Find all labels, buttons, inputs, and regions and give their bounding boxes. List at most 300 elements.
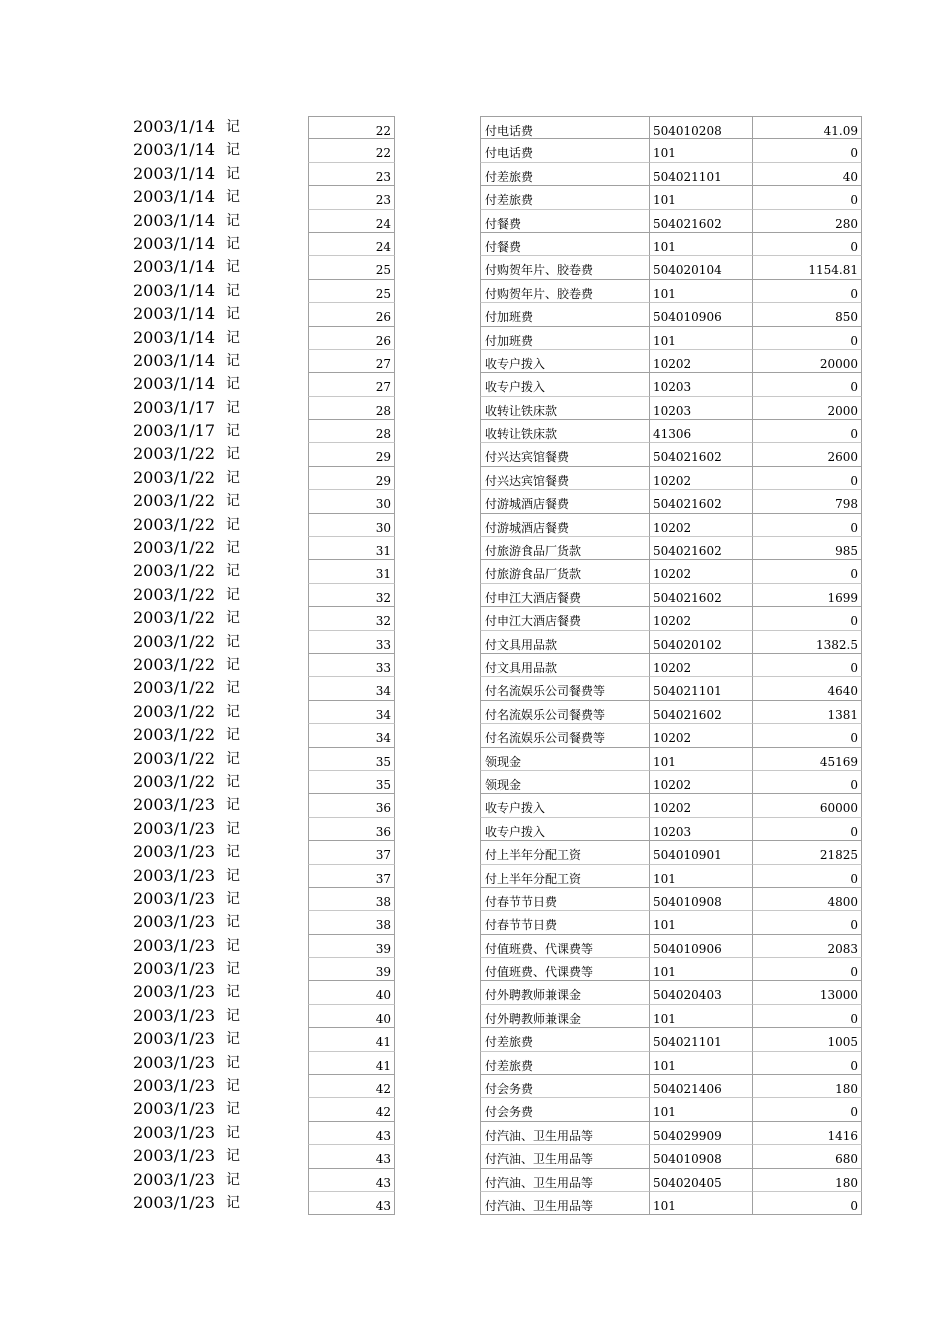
voucher-mark: 记	[226, 656, 240, 673]
entry-date: 2003/1/22	[133, 514, 216, 534]
voucher-number: 43	[308, 1169, 395, 1192]
account-code: 101	[649, 748, 752, 771]
amount: 0	[752, 1098, 862, 1121]
amount: 0	[752, 724, 862, 747]
voucher-number: 34	[308, 677, 395, 700]
summary-description: 付名流娱乐公司餐费等	[480, 724, 649, 747]
voucher-mark: 记	[226, 329, 240, 346]
amount: 0	[752, 865, 862, 888]
amount: 0	[752, 420, 862, 443]
voucher-mark: 记	[226, 119, 240, 135]
amount: 0	[752, 607, 862, 630]
account-code: 41306	[649, 420, 752, 443]
voucher-mark: 记	[226, 1101, 240, 1118]
account-code: 504020403	[649, 981, 752, 1004]
voucher-mark: 记	[226, 1078, 240, 1095]
voucher-mark: 记	[226, 1054, 240, 1071]
entry-date: 2003/1/14	[133, 280, 216, 300]
voucher-mark: 记	[226, 235, 240, 252]
voucher-mark: 记	[226, 423, 240, 440]
summary-description: 付兴达宾馆餐费	[480, 443, 649, 466]
amount: 0	[752, 1192, 862, 1215]
account-code: 101	[649, 865, 752, 888]
ledger-row	[0, 631, 950, 654]
voucher-mark: 记	[226, 680, 240, 697]
amount: 2600	[752, 443, 862, 466]
voucher-mark: 记	[226, 1148, 240, 1165]
voucher-mark: 记	[226, 1031, 240, 1048]
amount: 60000	[752, 794, 862, 817]
voucher-mark: 记	[226, 376, 240, 393]
entry-date: 2003/1/23	[133, 935, 216, 955]
entry-date: 2003/1/23	[133, 795, 216, 815]
account-code: 10202	[649, 467, 752, 490]
summary-description: 付差旅费	[480, 186, 649, 209]
voucher-number: 23	[308, 163, 395, 186]
entry-date: 2003/1/14	[133, 210, 216, 230]
voucher-mark: 记	[226, 844, 240, 861]
account-code: 504021406	[649, 1075, 752, 1098]
voucher-number: 29	[308, 467, 395, 490]
entry-date: 2003/1/22	[133, 444, 216, 464]
ledger-row	[0, 327, 950, 350]
amount: 180	[752, 1169, 862, 1192]
voucher-mark: 记	[226, 797, 240, 814]
voucher-mark: 记	[226, 516, 240, 533]
entry-date: 2003/1/14	[133, 187, 216, 207]
voucher-mark: 记	[226, 540, 240, 557]
summary-description: 付值班费、代课费等	[480, 958, 649, 981]
summary-description: 收专户拨入	[480, 350, 649, 373]
amount: 180	[752, 1075, 862, 1098]
account-code: 10202	[649, 350, 752, 373]
ledger-row	[0, 467, 950, 490]
summary-description: 付春节节日费	[480, 888, 649, 911]
account-code: 504021101	[649, 163, 752, 186]
entry-date: 2003/1/23	[133, 1099, 216, 1119]
account-code: 504021101	[649, 677, 752, 700]
ledger-row	[0, 186, 950, 209]
entry-date: 2003/1/22	[133, 725, 216, 745]
ledger-row	[0, 350, 950, 373]
summary-description: 付旅游食品厂货款	[480, 537, 649, 560]
ledger-row	[0, 1098, 950, 1121]
amount: 680	[752, 1145, 862, 1168]
amount: 0	[752, 1005, 862, 1028]
voucher-number: 29	[308, 443, 395, 466]
entry-date: 2003/1/23	[133, 1005, 216, 1025]
voucher-number: 36	[308, 794, 395, 817]
voucher-mark: 记	[226, 703, 240, 720]
ledger-row	[0, 420, 950, 443]
voucher-mark: 记	[226, 259, 240, 276]
entry-date: 2003/1/14	[133, 140, 216, 160]
account-code: 504029909	[649, 1122, 752, 1145]
entry-date: 2003/1/23	[133, 1146, 216, 1166]
entry-date: 2003/1/17	[133, 397, 216, 417]
amount: 13000	[752, 981, 862, 1004]
ledger-row	[0, 911, 950, 934]
summary-description: 付外聘教师兼课金	[480, 1005, 649, 1028]
account-code: 101	[649, 186, 752, 209]
entry-date: 2003/1/23	[133, 1052, 216, 1072]
account-code: 101	[649, 327, 752, 350]
voucher-mark: 记	[226, 446, 240, 463]
account-code: 504021602	[649, 537, 752, 560]
account-code: 101	[649, 1052, 752, 1075]
ledger-row	[0, 1028, 950, 1051]
summary-description: 付春节节日费	[480, 911, 649, 934]
ledger-row	[0, 233, 950, 256]
summary-description: 收转让铁床款	[480, 397, 649, 420]
amount: 0	[752, 560, 862, 583]
voucher-number: 35	[308, 748, 395, 771]
voucher-mark: 记	[226, 212, 240, 229]
voucher-mark: 记	[226, 1007, 240, 1024]
voucher-mark: 记	[226, 937, 240, 954]
summary-description: 付购贺年片、胶卷费	[480, 280, 649, 303]
voucher-mark: 记	[226, 633, 240, 650]
voucher-mark: 记	[226, 773, 240, 790]
voucher-number: 33	[308, 631, 395, 654]
voucher-number: 32	[308, 584, 395, 607]
amount: 0	[752, 958, 862, 981]
entry-date: 2003/1/23	[133, 912, 216, 932]
entry-date: 2003/1/22	[133, 538, 216, 558]
ledger-row	[0, 771, 950, 794]
voucher-mark: 记	[226, 563, 240, 580]
entry-date: 2003/1/14	[133, 304, 216, 324]
summary-description: 付会务费	[480, 1098, 649, 1121]
summary-description: 收专户拨入	[480, 818, 649, 841]
account-code: 504021101	[649, 1028, 752, 1051]
entry-date: 2003/1/14	[133, 350, 216, 370]
voucher-number: 36	[308, 818, 395, 841]
account-code: 101	[649, 1005, 752, 1028]
voucher-number: 22	[308, 116, 395, 139]
amount: 1416	[752, 1122, 862, 1145]
account-code: 101	[649, 1098, 752, 1121]
amount: 0	[752, 514, 862, 537]
voucher-number: 26	[308, 303, 395, 326]
amount: 1154.81	[752, 256, 862, 279]
summary-description: 收专户拨入	[480, 373, 649, 396]
voucher-number: 28	[308, 420, 395, 443]
entry-date: 2003/1/23	[133, 865, 216, 885]
summary-description: 收转让铁床款	[480, 420, 649, 443]
account-code: 504010908	[649, 888, 752, 911]
entry-date: 2003/1/22	[133, 771, 216, 791]
voucher-mark: 记	[226, 1194, 240, 1211]
voucher-number: 37	[308, 841, 395, 864]
ledger-row	[0, 865, 950, 888]
account-code: 101	[649, 1192, 752, 1215]
amount: 4640	[752, 677, 862, 700]
voucher-number: 38	[308, 911, 395, 934]
account-code: 10202	[649, 654, 752, 677]
entry-date: 2003/1/14	[133, 257, 216, 277]
voucher-mark: 记	[226, 142, 240, 159]
amount: 0	[752, 467, 862, 490]
summary-description: 付电话费	[480, 139, 649, 162]
amount: 0	[752, 139, 862, 162]
voucher-number: 31	[308, 560, 395, 583]
ledger-row	[0, 373, 950, 396]
entry-date: 2003/1/22	[133, 608, 216, 628]
account-code: 504010208	[649, 116, 752, 139]
amount: 4800	[752, 888, 862, 911]
voucher-mark: 记	[226, 282, 240, 299]
account-code: 504010901	[649, 841, 752, 864]
account-code: 504020405	[649, 1169, 752, 1192]
voucher-mark: 记	[226, 165, 240, 182]
entry-date: 2003/1/22	[133, 584, 216, 604]
summary-description: 付购贺年片、胶卷费	[480, 256, 649, 279]
summary-description: 付汽油、卫生用品等	[480, 1122, 649, 1145]
account-code: 504010908	[649, 1145, 752, 1168]
account-code: 504020102	[649, 631, 752, 654]
voucher-number: 33	[308, 654, 395, 677]
ledger-row	[0, 280, 950, 303]
summary-description: 付值班费、代课费等	[480, 935, 649, 958]
ledger-row	[0, 794, 950, 817]
voucher-number: 42	[308, 1075, 395, 1098]
account-code: 101	[649, 139, 752, 162]
voucher-mark: 记	[226, 984, 240, 1001]
voucher-number: 39	[308, 935, 395, 958]
ledger-row	[0, 163, 950, 186]
voucher-number: 22	[308, 139, 395, 162]
ledger-row	[0, 303, 950, 326]
account-code: 504010906	[649, 303, 752, 326]
ledger-row	[0, 1005, 950, 1028]
voucher-mark: 记	[226, 469, 240, 486]
ledger-row	[0, 748, 950, 771]
voucher-number: 30	[308, 490, 395, 513]
ledger-row	[0, 888, 950, 911]
entry-date: 2003/1/23	[133, 1122, 216, 1142]
ledger-row	[0, 1145, 950, 1168]
voucher-number: 41	[308, 1052, 395, 1075]
entry-date: 2003/1/23	[133, 1076, 216, 1096]
entry-date: 2003/1/22	[133, 748, 216, 768]
amount: 1005	[752, 1028, 862, 1051]
summary-description: 付文具用品款	[480, 631, 649, 654]
summary-description: 付汽油、卫生用品等	[480, 1145, 649, 1168]
summary-description: 付会务费	[480, 1075, 649, 1098]
account-code: 10202	[649, 514, 752, 537]
voucher-mark: 记	[226, 961, 240, 978]
amount: 850	[752, 303, 862, 326]
amount: 280	[752, 210, 862, 233]
entry-date: 2003/1/23	[133, 842, 216, 862]
voucher-number: 27	[308, 350, 395, 373]
amount: 0	[752, 373, 862, 396]
voucher-mark: 记	[226, 352, 240, 369]
summary-description: 付旅游食品厂货款	[480, 560, 649, 583]
summary-description: 付电话费	[480, 116, 649, 139]
voucher-number: 23	[308, 186, 395, 209]
account-code: 101	[649, 233, 752, 256]
ledger-row	[0, 701, 950, 724]
ledger-row	[0, 256, 950, 279]
amount: 0	[752, 654, 862, 677]
amount: 20000	[752, 350, 862, 373]
amount: 0	[752, 280, 862, 303]
voucher-mark: 记	[226, 1171, 240, 1188]
voucher-number: 38	[308, 888, 395, 911]
account-code: 10202	[649, 607, 752, 630]
voucher-number: 27	[308, 373, 395, 396]
amount: 985	[752, 537, 862, 560]
voucher-number: 28	[308, 397, 395, 420]
voucher-mark: 记	[226, 399, 240, 416]
summary-description: 付加班费	[480, 327, 649, 350]
voucher-number: 43	[308, 1192, 395, 1215]
account-code: 10202	[649, 724, 752, 747]
account-code: 504010906	[649, 935, 752, 958]
amount: 1382.5	[752, 631, 862, 654]
voucher-number: 41	[308, 1028, 395, 1051]
entry-date: 2003/1/23	[133, 1169, 216, 1189]
voucher-number: 24	[308, 210, 395, 233]
amount: 1699	[752, 584, 862, 607]
voucher-number: 30	[308, 514, 395, 537]
amount: 1381	[752, 701, 862, 724]
account-code: 504021602	[649, 584, 752, 607]
summary-description: 付差旅费	[480, 1028, 649, 1051]
entry-date: 2003/1/22	[133, 491, 216, 511]
account-code: 10203	[649, 818, 752, 841]
summary-description: 付文具用品款	[480, 654, 649, 677]
ledger-row	[0, 139, 950, 162]
ledger-row	[0, 935, 950, 958]
voucher-mark: 记	[226, 610, 240, 627]
entry-date: 2003/1/14	[133, 327, 216, 347]
amount: 40	[752, 163, 862, 186]
entry-date: 2003/1/22	[133, 561, 216, 581]
voucher-mark: 记	[226, 914, 240, 931]
voucher-number: 31	[308, 537, 395, 560]
voucher-mark: 记	[226, 890, 240, 907]
entry-date: 2003/1/14	[133, 233, 216, 253]
summary-description: 付申江大酒店餐费	[480, 584, 649, 607]
amount: 2083	[752, 935, 862, 958]
voucher-mark: 记	[226, 820, 240, 837]
ledger-row	[0, 677, 950, 700]
ledger-row	[0, 490, 950, 513]
ledger-row	[0, 537, 950, 560]
voucher-number: 26	[308, 327, 395, 350]
summary-description: 付差旅费	[480, 1052, 649, 1075]
amount: 0	[752, 186, 862, 209]
account-code: 10203	[649, 373, 752, 396]
voucher-number: 34	[308, 701, 395, 724]
voucher-mark: 记	[226, 493, 240, 510]
voucher-number: 43	[308, 1122, 395, 1145]
account-code: 504021602	[649, 443, 752, 466]
summary-description: 付外聘教师兼课金	[480, 981, 649, 1004]
ledger-row	[0, 116, 950, 139]
voucher-number: 25	[308, 280, 395, 303]
voucher-mark: 记	[226, 867, 240, 884]
amount: 0	[752, 818, 862, 841]
entry-date: 2003/1/23	[133, 818, 216, 838]
ledger-row	[0, 1169, 950, 1192]
entry-date: 2003/1/22	[133, 701, 216, 721]
ledger-row	[0, 654, 950, 677]
account-code: 10202	[649, 560, 752, 583]
amount: 2000	[752, 397, 862, 420]
ledger-row	[0, 818, 950, 841]
account-code: 10203	[649, 397, 752, 420]
voucher-mark: 记	[226, 586, 240, 603]
account-code: 101	[649, 958, 752, 981]
amount: 0	[752, 327, 862, 350]
amount: 41.09	[752, 116, 862, 139]
summary-description: 付餐费	[480, 233, 649, 256]
entry-date: 2003/1/23	[133, 1029, 216, 1049]
account-code: 101	[649, 280, 752, 303]
amount: 0	[752, 233, 862, 256]
voucher-mark: 记	[226, 189, 240, 206]
voucher-number: 25	[308, 256, 395, 279]
summary-description: 付游城酒店餐费	[480, 490, 649, 513]
ledger-row	[0, 724, 950, 747]
voucher-mark: 记	[226, 750, 240, 767]
entry-date: 2003/1/23	[133, 959, 216, 979]
amount: 0	[752, 771, 862, 794]
ledger-row	[0, 584, 950, 607]
ledger-row	[0, 443, 950, 466]
account-code: 504021602	[649, 701, 752, 724]
voucher-mark: 记	[226, 1124, 240, 1141]
amount: 21825	[752, 841, 862, 864]
voucher-number: 43	[308, 1145, 395, 1168]
ledger-row	[0, 981, 950, 1004]
account-code: 10202	[649, 794, 752, 817]
summary-description: 付名流娱乐公司餐费等	[480, 677, 649, 700]
entry-date: 2003/1/17	[133, 421, 216, 441]
entry-date: 2003/1/14	[133, 117, 216, 136]
voucher-number: 24	[308, 233, 395, 256]
ledger-row	[0, 397, 950, 420]
account-code: 10202	[649, 771, 752, 794]
voucher-number: 35	[308, 771, 395, 794]
account-code: 504020104	[649, 256, 752, 279]
entry-date: 2003/1/22	[133, 654, 216, 674]
ledger-row	[0, 1052, 950, 1075]
entry-date: 2003/1/22	[133, 678, 216, 698]
entry-date: 2003/1/23	[133, 982, 216, 1002]
summary-description: 收专户拨入	[480, 794, 649, 817]
ledger-row	[0, 210, 950, 233]
entry-date: 2003/1/23	[133, 888, 216, 908]
voucher-number: 42	[308, 1098, 395, 1121]
entry-date: 2003/1/14	[133, 374, 216, 394]
account-code: 504021602	[649, 210, 752, 233]
ledger-row	[0, 560, 950, 583]
amount: 0	[752, 1052, 862, 1075]
ledger-row	[0, 1192, 950, 1215]
summary-description: 付申江大酒店餐费	[480, 607, 649, 630]
amount: 798	[752, 490, 862, 513]
amount: 0	[752, 911, 862, 934]
account-code: 504021602	[649, 490, 752, 513]
voucher-mark: 记	[226, 727, 240, 744]
summary-description: 付汽油、卫生用品等	[480, 1192, 649, 1215]
voucher-number: 40	[308, 1005, 395, 1028]
